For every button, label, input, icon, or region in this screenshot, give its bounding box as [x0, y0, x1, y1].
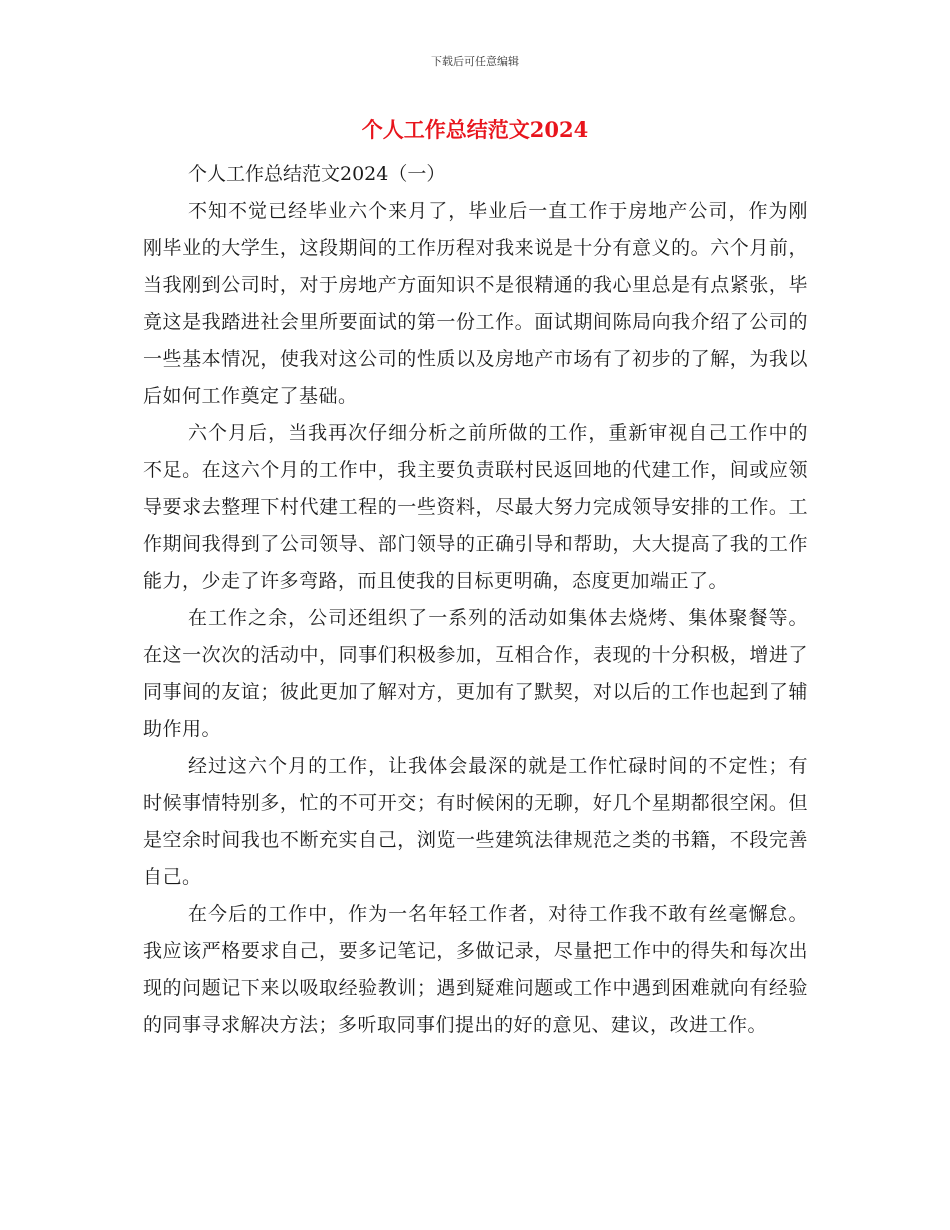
- paragraph: 在今后的工作中，作为一名年轻工作者，对待工作我不敢有丝毫懈怠。我应该严格要求自己，要多记笔记，多做记录，尽量把工作中的得失和每次出现的问题记下来以吸取经验教训；遇到疑难问题或工作中遇到困难就向有经验的同事寻求解决方法；多听取同事们提出的好的意见、建议，改进工作。: [143, 903, 808, 1036]
- paragraph: 经过这六个月的工作，让我体会最深的就是工作忙碌时间的不定性；有时候事情特别多，忙的不可开交；有时候闲的无聊，好几个星期都很空闲。但是空余时间我也不断充实自己，浏览一些建筑法律规范之类的书籍，不段完善自己。: [143, 755, 808, 888]
- page-header: 下载后可任意编辑: [431, 55, 519, 68]
- section-subtitle: 个人工作总结范文2024（一）: [188, 163, 446, 185]
- paragraph: 不知不觉已经毕业六个来月了，毕业后一直工作于房地产公司，作为刚刚毕业的大学生，这段期间的工作历程对我来说是十分有意义的。六个月前，当我刚到公司时，对于房地产方面知识不是很精通的我心里总是有点紧张，毕竟这是我踏进社会里所要面试的第一份工作。面试期间陈局向我介绍了公司的一些基本情况，使我对这公司的性质以及房地产市场有了初步的了解，为我以后如何工作奠定了基础。: [143, 200, 808, 407]
- document-title: 个人工作总结范文2024: [361, 117, 589, 142]
- document-body: [143, 156, 808, 1044]
- paragraph: 在工作之余，公司还组织了一系列的活动如集体去烧烤、集体聚餐等。在这一次次的活动中，同事们积极参加，互相合作，表现的十分积极，增进了同事间的友谊；彼此更加了解对方，更加有了默契，对以后的工作也起到了辅助作用。: [143, 607, 808, 740]
- paragraph: 六个月后，当我再次仔细分析之前所做的工作，重新审视自己工作中的不足。在这六个月的工作中，我主要负责联村民返回地的代建工作，间或应领导要求去整理下村代建工程的一些资料，尽最大努力完成领导安排的工作。工作期间我得到了公司领导、部门领导的正确引导和帮助，大大提高了我的工作能力，少走了许多弯路，而且使我的目标更明确，态度更加端正了。: [143, 422, 808, 592]
